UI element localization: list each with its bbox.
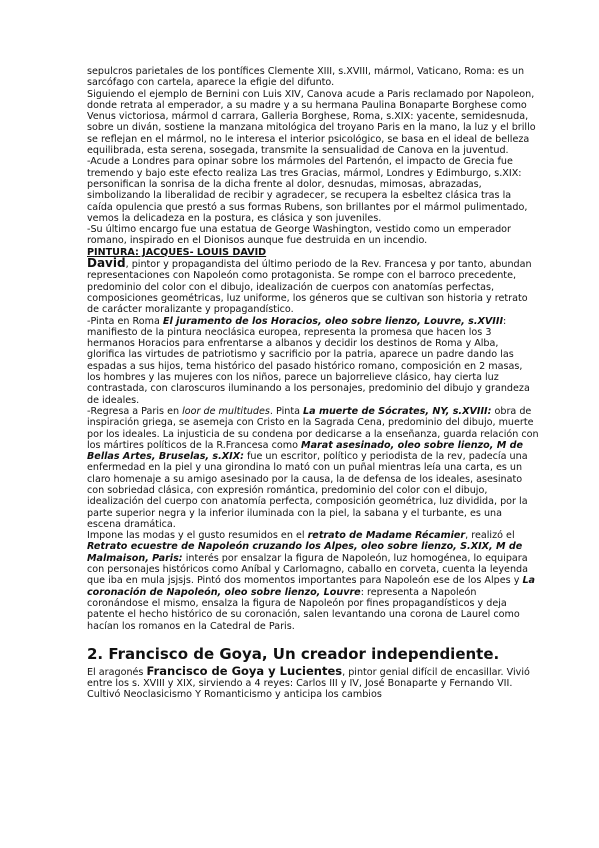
david-intro-paragraph <box>87 258 539 315</box>
david-intro-text: , pintor y propagandista del último periodo de la Rev. Francesa y por tanto, abundan representaciones con Napoleón como protagonista. Se rompe con el barroco precedente, predominio del color con el dibujo, idealización de cuerpos con anatomías perfectas, composiciones geométricas, luz uniforme, los géneros que se cultivan son historia y retrato de carácter moralizante y propagandístico. <box>87 259 532 316</box>
napoleon-alpes-text: interés por ensalzar la figura de Napoleón, luz homogénea, lo equipara con personajes históricos como Aníbal y Carlomagno, caballo en corveta, cuenta la leyenda que iba en mula jsjsjs. Pintó dos momentos importantes para Napoleón ese de los Alpes y <box>87 552 529 587</box>
recamier-title: retrato de Madame Récamier <box>307 530 466 542</box>
socrates-lead: -Regresa a Paris en <box>87 405 183 417</box>
canova-paragraph-londres: -Acude a Londres para opinar sobre los mármoles del Partenón, el impacto de Grecia fue tremendo y bajo este efecto realiza Las tres Gracias, mármol, Londres y Edimburgo, s.XIX: personifican la sonrisa de la dicha frente al dolor, desnudas, mimosas, abrazadas, simbolizando la liberalidad de recibir y agradecer, se recupera la esbeltez clásica tras la caída opulencia que prestó a sus formas Rubens, son brillantes por el mármol pulimentado, vemos la delicadeza en la postura, es clásica y son juveniles. <box>87 156 528 224</box>
goya-name: Francisco de Goya y Lucientes <box>146 663 343 678</box>
recamier-lead: Impone las modas y el gusto resumidos en el <box>87 530 308 542</box>
canova-paragraph-sepulcros: sepulcros parietales de los pontífices Clemente XIII, s.XVIII, mármol, Vaticano, Roma: es un sarcófago con cartela, aparece la efigie del difunto. <box>87 66 525 89</box>
socrates-mid: . Pinta <box>269 405 304 417</box>
goya-text: , pintor genial difícil de encasillar. Vivió entre los s. XVIII y XIX, sirviendo a 4 reyes: Carlos III y IV, José Bonaparte y Fernando VII. Cultivó Neoclasicismo Y Romanticismo y anticipa los cambios <box>87 666 530 701</box>
david-socrates-paragraph <box>87 406 539 530</box>
david-name: David <box>87 256 126 271</box>
coronacion-text: : representa a Napoleón coronándose el mismo, ensalza la figura de Napoleón por fines propagandísticos y deja patente el hecho histórico de su coronación, salen levantando una corona de Laurel como hacían los romanos en la Catedral de Paris. <box>87 586 520 632</box>
horacios-text: : manifiesto de la pintura neoclásica europea, representa la promesa que hacen los 3 hermanos Horacios para enfrentarse a albanos y decidir los destinos de Roma y Alba, glorifica las virtudes de patriotismo y sacrificio por la patria, aparece un padre dando las espadas a sus hijos, tema histórico del pasado histórico romano, composición en 2 masas, los hombres y las mujeres con los niños, parece un bajorrelieve clásico, hay cierta luz contrastada, con claroscuros iluminando a los personajes, predominio del dibujo y grandeza de ideales. <box>87 315 530 406</box>
napoleon-alpes-title: Retrato ecuestre de Napoleón cruzando los Alpes, oleo sobre lienzo, S.XIX, M de Malmaison, Paris: <box>87 541 523 564</box>
socrates-title: La muerte de Sócrates, NY, s.XVIII: <box>303 405 492 417</box>
document-body <box>87 66 539 701</box>
recamier-mid: , realizó el <box>465 530 515 542</box>
canova-paragraph-washington: -Su último encargo fue una estatua de George Washington, vestido como un emperador romano, inspirado en el Dionisos aunque fue destruida en un incendio. <box>87 224 511 247</box>
socrates-loor: loor de multitudes <box>182 405 270 417</box>
marat-title: Marat asesinado, oleo sobre lienzo, M de Bellas Artes, Bruselas, s.XIX: <box>87 439 524 463</box>
marat-text: fue un escritor, político y periodista de la rev, padecía una enfermedad en la piel y una girondina lo mató con un puñal mientras leía una carta, es un claro homenaje a su amigo asesinado por la causa, la de defensa de los ideales, asesinato con sobriedad clásica, con expresión romántica, predominio del color con el dibujo, idealización del cuerpo con anatomía perfecta, composición geométrica, luz dividida, por la parte superior negra y la inferior iluminada con la piel, la sabana y el turbante, es una escena dramática. <box>87 451 528 530</box>
canova-paragraph-paris: Siguiendo el ejemplo de Bernini con Luis XIV, Canova acude a Paris reclamado por Napoleon, donde retrata al emperador, a su madre y a su hermana Paulina Bonaparte Borghese como Venus victoriosa, mármol d carrara, Galleria Borghese, Roma, s.XIX: yacente, semidesnuda, sobre un diván, sostiene la manzana mitológica del troyano Paris en la mano, la luz y el brillo se reflejan en el mármol, no le interesa el interior psicológico, se basa en el ideal de belleza equilibrada, esta serena, sosegada, transmite la sensualidad de Canova en la juventud. <box>87 88 536 157</box>
david-horacios-paragraph <box>87 316 539 406</box>
socrates-text: obra de inspiración griega, se asemeja con Cristo en la Sagrada Cena, predominio del dibujo, muerte por los ideales. La injusticia de su condena por dedicarse a la enseñanza, guarda relación con los mártires políticos de la R.Francesa como <box>87 405 539 451</box>
horacios-lead: -Pinta en Roma <box>87 315 163 327</box>
goya-lead: El aragonés <box>87 666 147 678</box>
david-heading-text: PINTURA: JACQUES- LOUIS DAVID <box>87 246 267 258</box>
horacios-title: El juramento de los Horacios, oleo sobre lienzo, Louvre, s.XVIII <box>162 315 504 327</box>
goya-section-heading: 2. Francisco de Goya, Un creador independiente. <box>87 644 500 663</box>
david-napoleon-paragraph <box>87 530 539 632</box>
goya-intro-paragraph <box>87 663 539 701</box>
coronacion-title: La coronación de Napoleón, oleo sobre lienzo, Louvre <box>87 575 536 598</box>
david-section-heading <box>87 247 539 258</box>
